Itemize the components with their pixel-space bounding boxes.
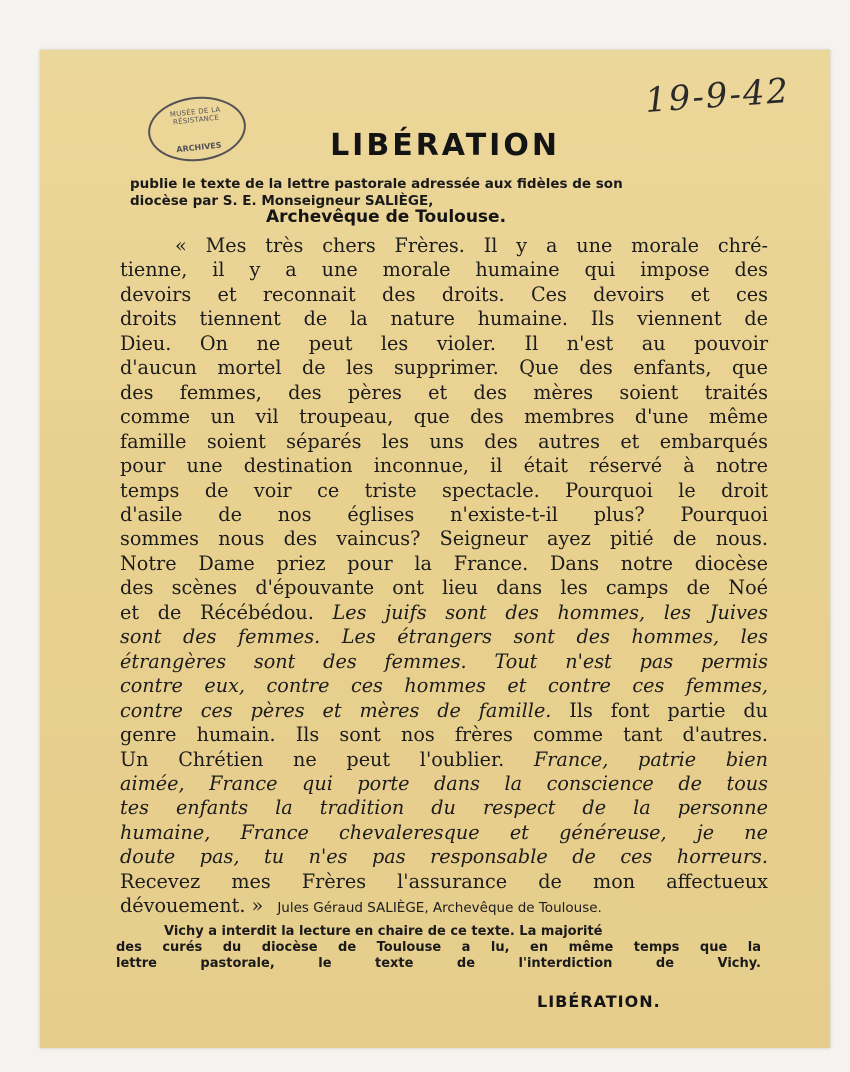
letter-line: devoirs et reconnait des droits. Ces devoirs et ces	[120, 282, 768, 306]
letter-line: pour une destination inconnue, il était réservé à notre	[120, 454, 768, 478]
signature: Jules Géraud SALIÈGE, Archevêque de Toulouse.	[277, 900, 602, 917]
letter-line: Notre Dame priez pour la France. Dans notre diocèse	[120, 551, 768, 575]
letter-line	[120, 748, 768, 772]
letter-line: sommes nous des vaincus? Seigneur ayez pitié de nous.	[120, 527, 768, 551]
note-line: des curés du diocèse de Toulouse a lu, en même temps que la	[116, 940, 761, 955]
subtitle-line: publie le texte de la lettre pastorale adressée aux fidèles de son	[130, 176, 623, 192]
letter-line-roman: dévouement. »	[120, 894, 264, 918]
letter-line: droits tiennent de la nature humaine. Ils viennent de	[120, 307, 768, 331]
page-title: LIBÉRATION	[330, 128, 560, 163]
letter-line: temps de voir ce triste spectacle. Pourquoi le droit	[120, 478, 768, 502]
letter-line-roman: Ils font partie du	[569, 698, 768, 722]
stamp-top-text: MUSÉE DE LA RÉSISTANCE	[169, 105, 221, 127]
note-line: Vichy a interdit la lecture en chaire de ce texte. La majorité	[164, 924, 603, 939]
letter-line: étrangères sont des femmes. Tout n'est pas permis	[120, 649, 768, 673]
handwritten-date: 19-9-42	[643, 70, 792, 122]
letter-line-italic: Les juifs sont des hommes, les Juives	[332, 600, 768, 624]
pastoral-letter	[120, 234, 768, 921]
letter-line	[120, 894, 768, 920]
author-title: Archevêque de Toulouse.	[266, 207, 507, 227]
letter-line: aimée, France qui porte dans la conscience de tous	[120, 771, 768, 795]
letter-line: contre eux, contre ces hommes et contre ces femmes,	[120, 674, 768, 698]
letter-line-italic: contre ces pères et mères de famille.	[120, 698, 552, 722]
letter-line: doute pas, tu n'es pas responsable de ces horreurs.	[120, 845, 768, 869]
letter-line: famille soient séparés les uns des autres et embarqués	[120, 429, 768, 453]
letter-line: genre humain. Ils sont nos frères comme tant d'autres.	[120, 723, 768, 747]
letter-line	[120, 601, 768, 625]
letter-line: des scènes d'épouvante ont lieu dans les camps de Noé	[120, 576, 768, 600]
note-line: lettre pastorale, le texte de l'interdiction de Vichy.	[116, 956, 761, 971]
letter-line: d'asile de nos églises n'existe-t-il plus? Pourquoi	[120, 502, 768, 526]
letter-line: « Mes très chers Frères. Il y a une morale chré-	[175, 234, 768, 257]
subtitle-line: diocèse par S. E. Monseigneur SALIÈGE,	[130, 193, 434, 209]
letter-line	[120, 699, 768, 723]
letter-line: sont des femmes. Les étrangers sont des hommes, les	[120, 625, 768, 649]
letter-line-italic: France, patrie bien	[533, 747, 768, 771]
closing-signature: LIBÉRATION.	[537, 992, 661, 1011]
letter-line-roman: Un Chrétien ne peut l'oublier.	[120, 747, 505, 771]
vichy-note	[116, 924, 761, 972]
letter-line: des femmes, des pères et des mères soient traités	[120, 380, 768, 404]
letter-line: tienne, il y a une morale humaine qui impose des	[120, 258, 768, 282]
letter-line: Recevez mes Frères l'assurance de mon affectueux	[120, 869, 768, 893]
letter-line: tes enfants la tradition du respect de la personne	[120, 796, 768, 820]
letter-line: humaine, France chevaleresque et généreuse, je ne	[120, 820, 768, 844]
subtitle	[130, 176, 780, 210]
letter-line: d'aucun mortel de les supprimer. Que des enfants, que	[120, 356, 768, 380]
letter-line: comme un vil troupeau, que des membres d'une même	[120, 405, 768, 429]
letter-line: Dieu. On ne peut les violer. Il n'est au pouvoir	[120, 331, 768, 355]
stamp-bottom-text: ARCHIVES	[175, 140, 222, 155]
letter-line-roman: et de Récébédou.	[120, 600, 314, 624]
